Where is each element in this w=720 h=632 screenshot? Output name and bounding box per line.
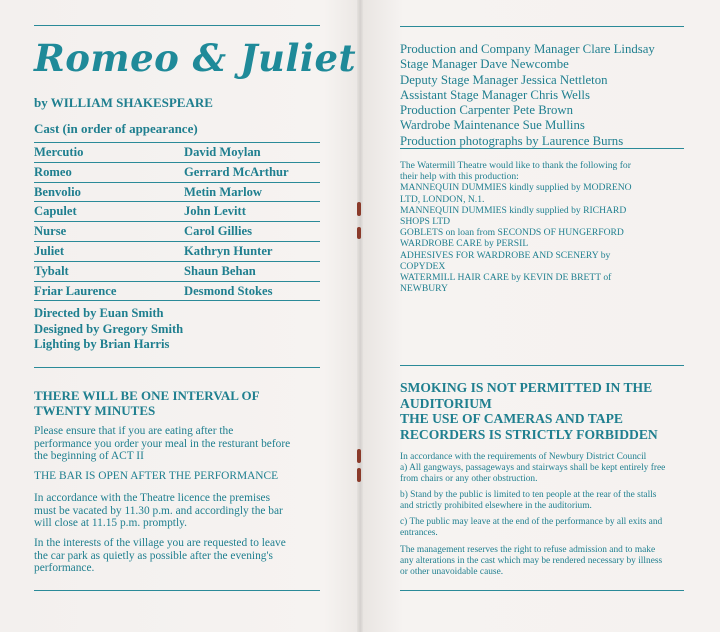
thanks-line: WARDROBE CARE by PERSIL	[400, 238, 529, 250]
cast-row	[34, 142, 320, 162]
left-top-rule	[34, 25, 320, 26]
thanks-line: MANNEQUIN DUMMIES kindly supplied by MODRENO	[400, 182, 632, 194]
thanks-line: their help with this production:	[400, 171, 519, 183]
author-prefix: by	[34, 95, 48, 110]
cast-role: Romeo	[34, 164, 72, 179]
cast-row	[34, 221, 320, 241]
production-credit: Production photographs by Laurence Burns	[400, 133, 624, 148]
designer-credit: Designed by Gregory Smith	[34, 321, 184, 336]
notice-line: RECORDERS IS STRICTLY FORBIDDEN	[400, 426, 658, 442]
production-credit: Wardrobe Maintenance Sue Mullins	[400, 118, 585, 133]
rule-b	[400, 490, 656, 512]
staple-bottom-b	[357, 468, 361, 482]
cast-row	[34, 281, 320, 302]
text-line: In the interests of the village you are requested to leave	[34, 537, 286, 549]
interval-heading-line: THERE WILL BE ONE INTERVAL OF	[34, 388, 260, 403]
author-line	[34, 95, 213, 111]
right-top-rule	[400, 26, 684, 27]
bar-notice: THE BAR IS OPEN AFTER THE PERFORMANCE	[34, 470, 279, 482]
cast-row	[34, 261, 320, 281]
village-paragraph	[34, 537, 286, 575]
production-credit: Assistant Stage Manager Chris Wells	[400, 87, 590, 102]
cast-role: Mercutio	[34, 145, 84, 159]
rule-b-line: and strictly prohibited elsewhere in the auditorium.	[400, 501, 592, 511]
cast-row	[34, 201, 320, 221]
text-line: the car park as quietly as possible after the evening's	[34, 549, 273, 562]
cast-row	[34, 182, 320, 202]
right-bottom-rule	[400, 590, 684, 591]
text-line: In accordance with the Theatre licence the premises	[34, 492, 271, 504]
rule-c-line: entrances.	[400, 528, 438, 538]
management-notice	[400, 545, 662, 578]
author-name: WILLIAM SHAKESPEARE	[50, 95, 213, 110]
notice-line: AUDITORIUM	[400, 395, 492, 411]
production-credit: Production and Company Manager Clare Lindsay	[400, 42, 655, 56]
cast-role: Friar Laurence	[34, 283, 117, 298]
cast-row	[34, 162, 320, 182]
cast-actor: Desmond Stokes	[184, 283, 273, 298]
rule-c-line: c) The public may leave at the end of the performance by all exits and	[400, 517, 663, 527]
text-line: Please ensure that if you are eating after the	[34, 425, 234, 437]
rule-a-line: a) All gangways, passageways and stairways shall be kept entirely free	[400, 463, 666, 473]
production-credit: Deputy Stage Manager Jessica Nettleton	[400, 72, 608, 87]
notice-line: SMOKING IS NOT PERMITTED IN THE	[400, 380, 653, 395]
cast-row	[34, 241, 320, 261]
cast-actor: Gerrard McArthur	[184, 164, 289, 179]
acknowledgements	[400, 160, 682, 294]
council-rules	[400, 452, 665, 485]
book-spine	[357, 0, 363, 632]
licence-paragraph	[34, 492, 283, 530]
cast-actor: John Levitt	[184, 204, 246, 219]
management-line: any alterations in the cast which may be rendered necessary by illness	[400, 556, 663, 566]
text-line: must be vacated by 11.30 p.m. and accordingly the bar	[34, 504, 283, 517]
cast-actor: Metin Marlow	[184, 184, 262, 199]
cast-actor: David Moylan	[184, 145, 261, 159]
lighting-credit: Lighting by Brian Harris	[34, 337, 170, 351]
left-mid-rule	[34, 367, 320, 368]
thanks-line: ADHESIVES FOR WARDROBE AND SCENERY by	[400, 249, 611, 261]
cast-role: Benvolio	[34, 184, 81, 199]
meal-paragraph	[34, 425, 290, 463]
thanks-line: COPYDEX	[400, 260, 446, 272]
thanks-line: LTD, LONDON, N.1.	[400, 193, 485, 205]
staple-bottom-a	[357, 449, 361, 463]
left-bottom-rule	[34, 590, 320, 591]
text-line: performance you order your meal in the resturant before	[34, 437, 291, 450]
cast-actor: Shaun Behan	[184, 263, 256, 278]
rule-b-line: b) Stand by the public is limited to ten people at the rear of the stalls	[400, 490, 657, 500]
cast-actor: Kathryn Hunter	[184, 243, 273, 258]
thanks-line: GOBLETS on loan from SECONDS OF HUNGERFORD	[400, 227, 624, 239]
creative-credits	[34, 306, 183, 353]
director-credit: Directed by Euan Smith	[34, 306, 164, 320]
cast-role: Nurse	[34, 224, 67, 239]
management-line: The management reserves the right to refuse admission and to make	[400, 545, 656, 555]
smoking-notice	[400, 380, 658, 442]
council-intro: In accordance with the requirements of Newbury District Council	[400, 452, 647, 462]
interval-heading-line: TWENTY MINUTES	[34, 403, 156, 418]
staple-top-a	[357, 202, 361, 216]
production-credit: Stage Manager Dave Newcombe	[400, 57, 569, 72]
interval-heading	[34, 388, 260, 418]
production-team	[400, 42, 655, 149]
text-line: will close at 11.15 p.m. promptly.	[34, 517, 187, 530]
cast-role: Tybalt	[34, 263, 69, 278]
rule-a-line: from chairs or any other obstruction.	[400, 474, 538, 484]
thanks-line: NEWBURY	[400, 283, 448, 295]
right-mid-rule	[400, 365, 684, 366]
cast-actor: Carol Gillies	[184, 224, 252, 239]
cast-table	[34, 142, 320, 301]
text-line: performance.	[34, 562, 95, 575]
cast-role: Juliet	[34, 243, 65, 258]
thanks-line: MANNEQUIN DUMMIES kindly supplied by RICHARD	[400, 204, 627, 216]
thanks-line: The Watermill Theatre would like to thank the following for	[400, 160, 631, 171]
staple-top-b	[357, 227, 361, 239]
play-title: Romeo & Juliet	[34, 36, 357, 80]
management-line: or other unavoidable cause.	[400, 567, 504, 577]
cast-heading: Cast (in order of appearance)	[34, 121, 198, 136]
cast-role: Capulet	[34, 204, 77, 219]
text-line: the beginning of ACT II	[34, 450, 144, 463]
right-upper-rule	[400, 148, 684, 149]
production-credit: Production Carpenter Pete Brown	[400, 103, 574, 118]
thanks-line: WATERMILL HAIR CARE by KEVIN DE BRETT of	[400, 272, 612, 284]
rule-c	[400, 517, 662, 539]
notice-line: THE USE OF CAMERAS AND TAPE	[400, 411, 623, 426]
thanks-line: SHOPS LTD	[400, 216, 451, 228]
